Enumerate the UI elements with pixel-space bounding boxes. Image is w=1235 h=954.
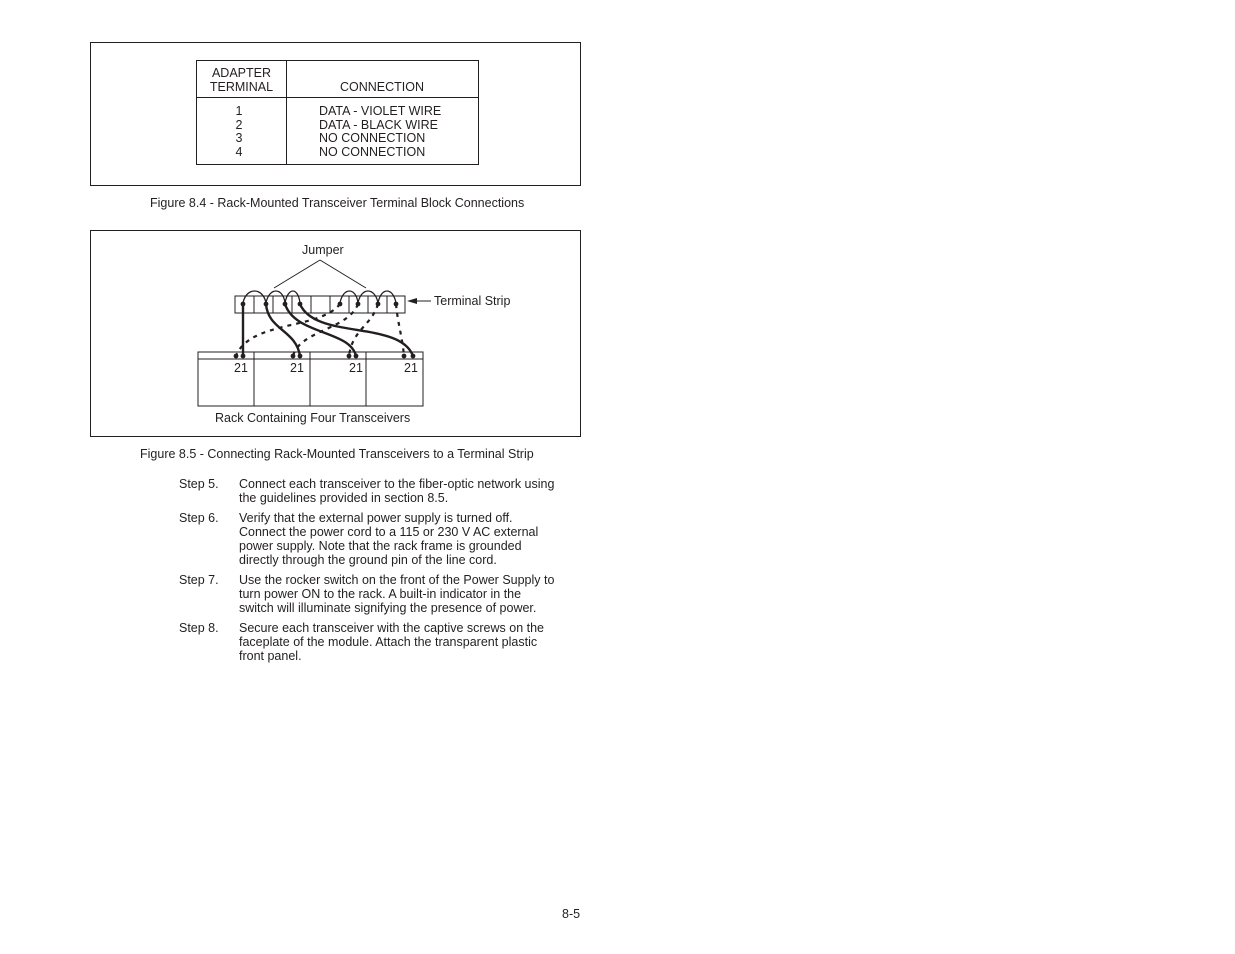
pin-label: 21	[349, 361, 363, 375]
figure-8-4-caption: Figure 8.4 - Rack-Mounted Transceiver Terminal Block Connections	[150, 196, 525, 210]
step-7	[179, 573, 579, 615]
header-terminal-line-2: TERMINAL	[209, 79, 274, 94]
terminal-number: 2	[235, 117, 243, 132]
page-number: 8-5	[562, 907, 581, 921]
step-line: Connect each transceiver to the fiber-optic network using	[239, 477, 555, 491]
pin-label: 21	[290, 361, 304, 375]
terminal-number: 3	[235, 131, 243, 145]
terminal-strip-arrowhead	[407, 298, 417, 304]
step-line: switch will illuminate signifying the presence of power.	[239, 601, 537, 615]
terminal-strip-label: Terminal Strip	[434, 294, 511, 308]
step-text	[239, 511, 579, 567]
step-label: Step 7.	[179, 573, 219, 587]
procedure-steps	[179, 477, 579, 669]
header-terminal-line-1: ADAPTER	[211, 66, 272, 80]
header-connection: CONNECTION	[339, 80, 425, 94]
step-8	[179, 621, 579, 663]
step-text	[239, 573, 579, 615]
connection-value: NO CONNECTION	[319, 131, 426, 145]
jumper-pointer-right	[320, 260, 366, 288]
step-line: directly through the ground pin of the line cord.	[239, 553, 497, 567]
jumper-label: Jumper	[302, 243, 344, 257]
step-text	[239, 621, 579, 663]
step-5	[179, 477, 579, 505]
step-label: Step 8.	[179, 621, 219, 635]
step-line: Secure each transceiver with the captive screws on the	[239, 621, 545, 635]
step-label: Step 5.	[179, 477, 219, 491]
step-line: Connect the power cord to a 115 or 230 V AC external	[239, 525, 539, 539]
transceiver-rack	[198, 352, 423, 406]
step-line: Use the rocker switch on the front of the Power Supply to	[239, 573, 555, 587]
step-line: Verify that the external power supply is turned off.	[239, 511, 513, 525]
step-label: Step 6.	[179, 511, 219, 525]
step-line: turn power ON to the rack. A built-in indicator in the	[239, 587, 522, 601]
step-6	[179, 511, 579, 567]
pin-label: 21	[234, 361, 248, 375]
terminal-number: 1	[235, 104, 243, 118]
connection-value: DATA - BLACK WIRE	[319, 117, 439, 132]
step-line: front panel.	[239, 649, 302, 663]
step-line: the guidelines provided in section 8.5.	[239, 491, 449, 505]
figure-8-5-caption: Figure 8.5 - Connecting Rack-Mounted Transceivers to a Terminal Strip	[140, 447, 534, 461]
connection-value: DATA - VIOLET WIRE	[319, 104, 442, 118]
terminal-number: 4	[235, 144, 243, 159]
pin-label: 21	[404, 361, 418, 375]
jumper-pointer-left	[274, 260, 320, 288]
step-line: power supply. Note that the rack frame is grounded	[239, 539, 522, 553]
connection-value: NO CONNECTION	[319, 144, 426, 159]
rack-label: Rack Containing Four Transceivers	[215, 411, 411, 425]
step-line: faceplate of the module. Attach the transparent plastic	[239, 635, 538, 649]
step-text	[239, 477, 579, 505]
